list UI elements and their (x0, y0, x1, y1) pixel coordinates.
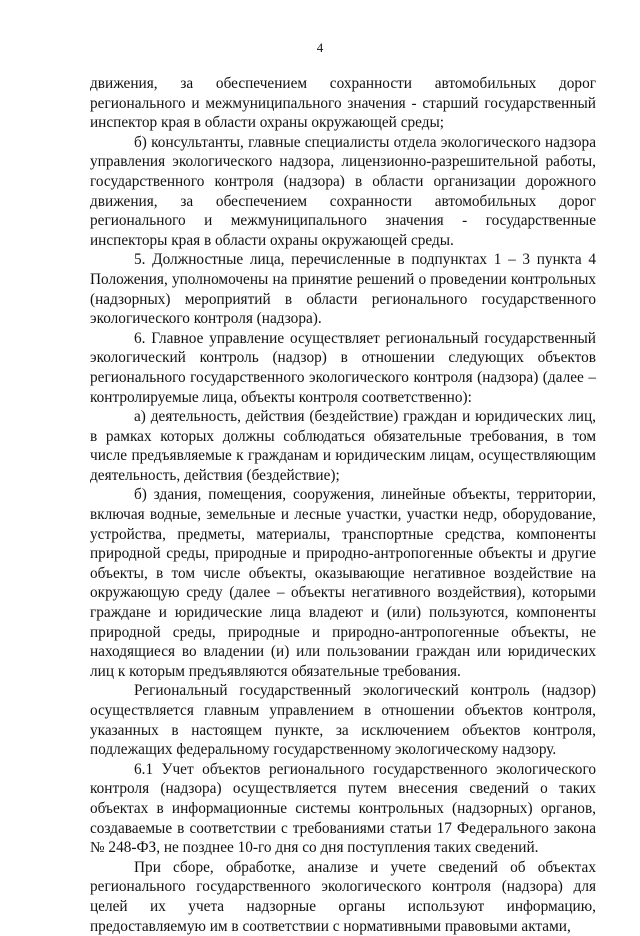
paragraph-regional-control: Региональный государственный экологический контроль (надзор) осуществляется главным управлением в отношении объектов контроля, указанных в настоящем пункте, за исключением объектов контроля, подлежащих федеральному государственному экологическому надзору. (90, 682, 596, 759)
paragraph-continuation: движения, за обеспечением сохранности автомобильных дорог регионального и межмуниципального значения - старший государственный инспектор края в области охраны окружающей среды; (90, 75, 596, 132)
paragraph-collection-info: При сборе, обработке, анализе и учете сведений об объектах регионального государственного экологического контроля (надзора) для целей их учета надзорные органы используют информацию, предоставляемую им в соответствии с нормативными правовыми актами, (90, 858, 596, 935)
paragraph-item-6b: б) здания, помещения, сооружения, линейные объекты, территории, включая водные, земельные и лесные участки, участки недр, оборудование, устройства, предметы, материалы, транспортные средства, компоненты природной среды, природные и природно-антропогенные объекты и другие объекты, в том числе объекты, оказывающие негативное воздействие на окружающую среду (далее – объекты негативного воздействия), которыми граждане и юридические лица владеют и (или) пользуются, компоненты природной среды, природные и природно-антропогенные объекты, не находящиеся во владении (и) или пользовании граждан или юридических лиц к которым предъявляются обязательные требования. (90, 486, 596, 680)
document-body (90, 74, 596, 936)
paragraph-item-6a: а) деятельность, действия (бездействие) граждан и юридических лиц, в рамках которых должны соблюдаться обязательные требования, в том числе предъявляемые к гражданам и юридическим лицам, осуществляющим деятельность, действия (бездействие); (90, 408, 596, 484)
page-number: 4 (316, 40, 324, 55)
paragraph-item-6-1: 6.1 Учет объектов регионального государственного экологического контроля (надзора) осуществляется путем внесения сведений о таких объектах в информационные системы контрольных (надзорных) органов, создаваемые в соответствии с требованиями статьи 17 Федерального закона № 248-ФЗ, не позднее 10-го дня со дня поступления таких сведений. (90, 760, 596, 857)
paragraph-item-6: 6. Главное управление осуществляет региональный государственный экологический контроль (надзор) в отношении следующих объектов регионального государственного экологического контроля (надзора) (далее – контролируемые лица, объекты контроля соответственно): (90, 329, 596, 406)
paragraph-consultants: б) консультанты, главные специалисты отдела экологического надзора управления экологического надзора, лицензионно-разрешительной работы, государственного контроля (надзора) в области организации дорожного движения, за обеспечением сохранности автомобильных дорог регионального и межмуниципального значения - государственные инспекторы края в области охраны окружающей среды. (90, 133, 596, 249)
paragraph-item-5: 5. Должностные лица, перечисленные в подпунктах 1 – 3 пункта 4 Положения, уполномочены на принятие решений о проведении контрольных (надзорных) мероприятий в области регионального государственного экологического контроля (надзора). (90, 251, 596, 328)
